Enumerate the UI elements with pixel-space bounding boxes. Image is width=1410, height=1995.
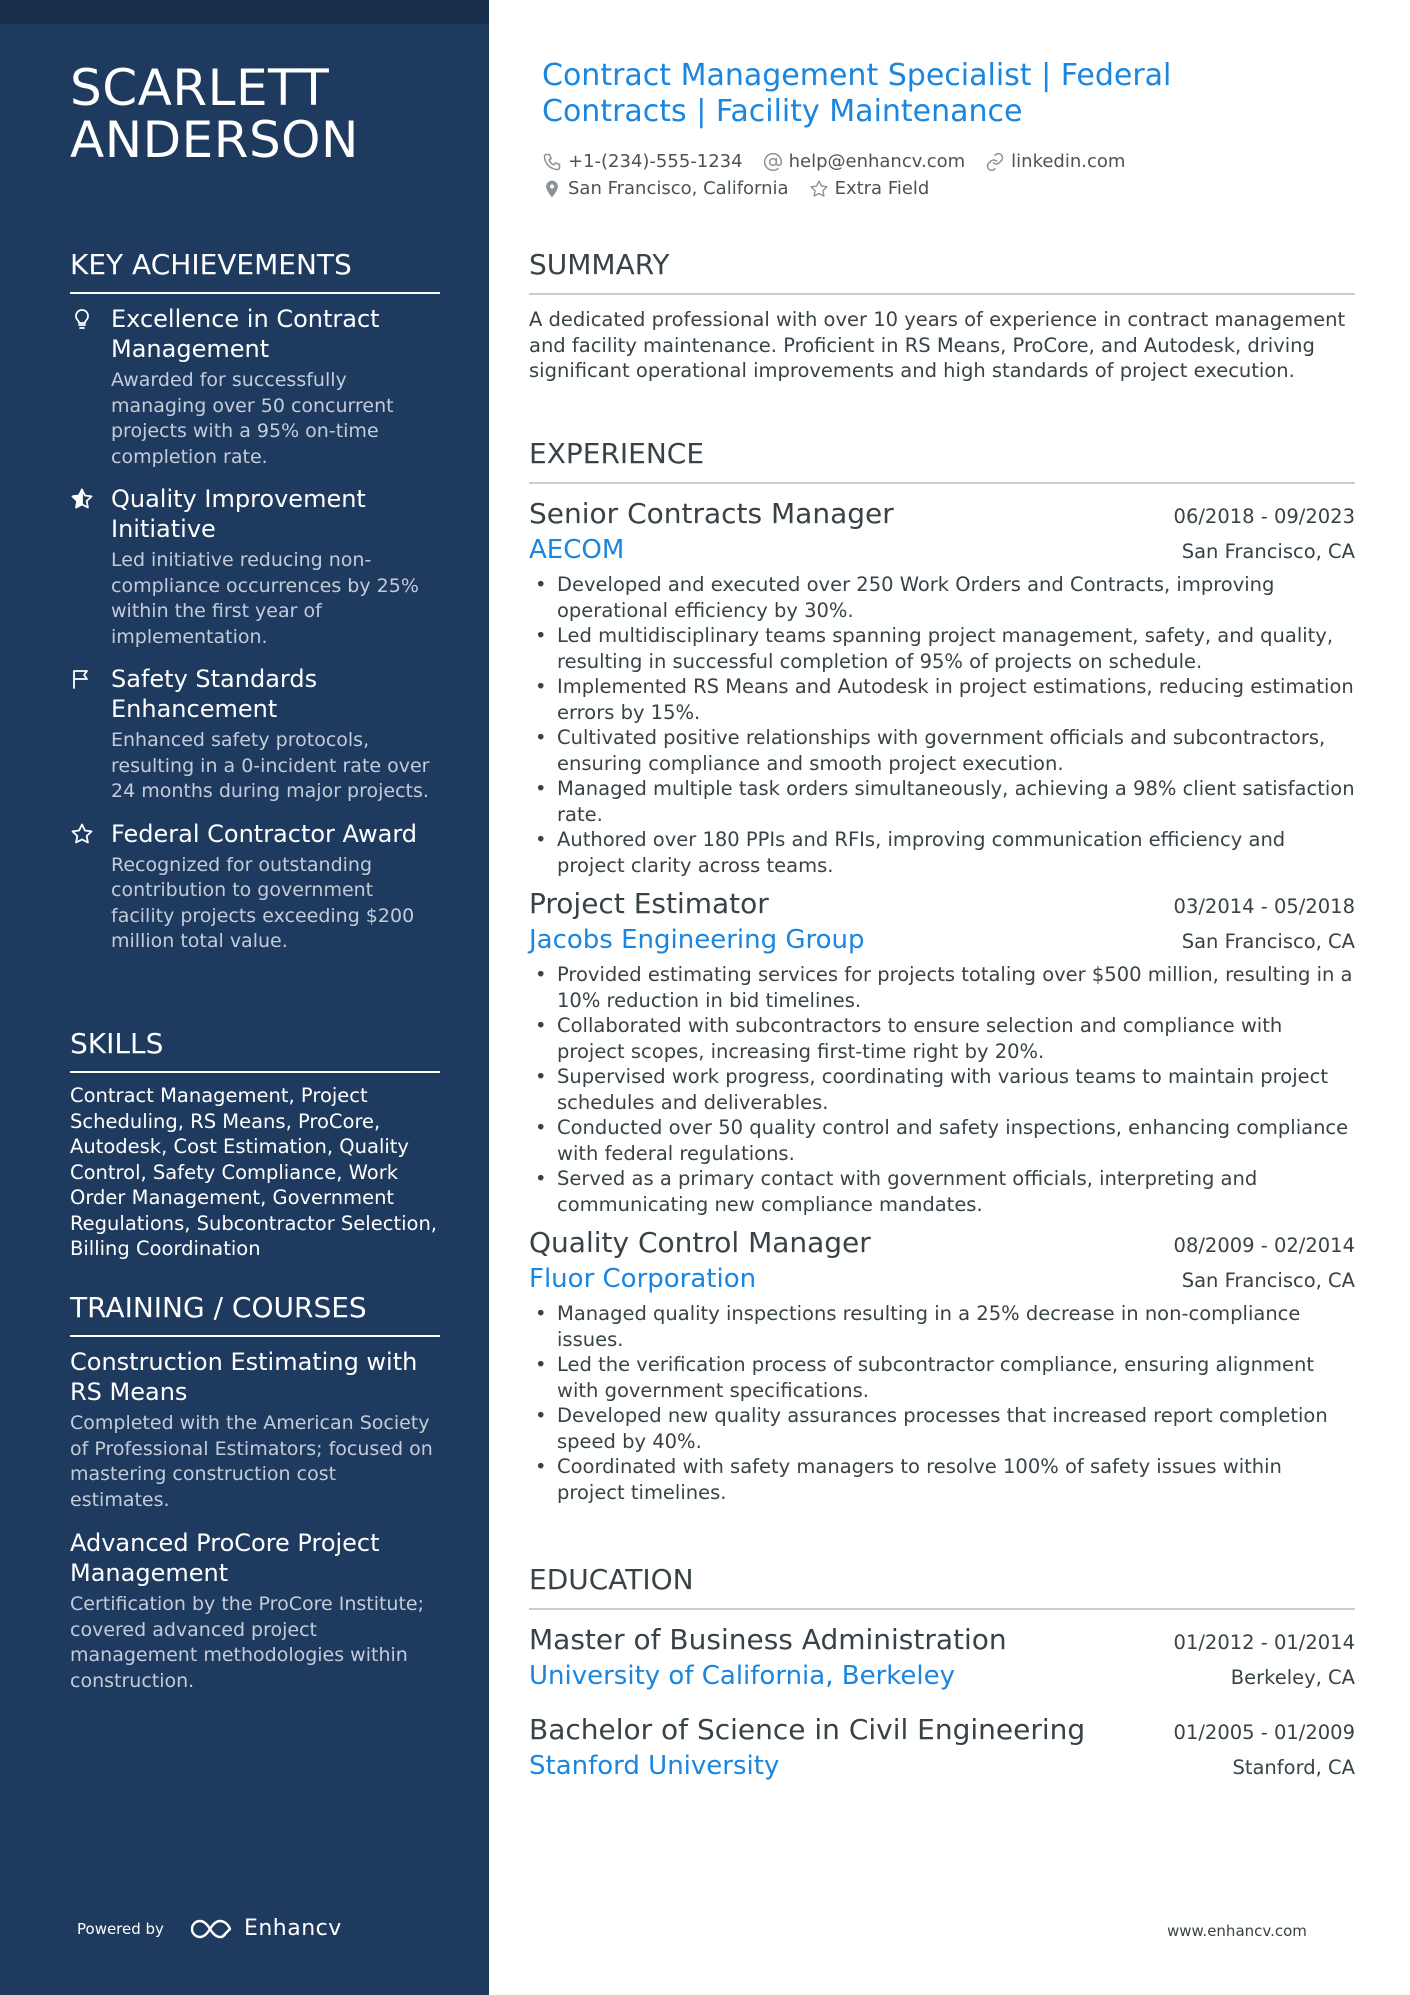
job-bullet: • Led multidisciplinary teams spanning project management, safety, and quality, resulting in successful completion of 95% of projects on schedule. (529, 623, 1355, 674)
extra-field-text: Extra Field (834, 178, 930, 199)
job-company: Jacobs Engineering Group (529, 925, 865, 955)
contact-linkedin[interactable] (985, 151, 1125, 172)
school: University of California, Berkeley (529, 1661, 955, 1691)
star-outline-icon (809, 179, 829, 199)
email-text: help@enhancv.com (788, 151, 966, 172)
experience-section (529, 437, 1355, 1513)
achievement-desc: Recognized for outstanding contribution to government facility projects exceeding $200 million total value. (111, 853, 415, 952)
training-courses-heading: TRAINING / COURSES (70, 1291, 440, 1337)
job-bullet: • Cultivated positive relationships with government officials and subcontractors, ensuring compliance and smooth project execution. (529, 725, 1355, 776)
course-desc: Certification by the ProCore Institute; covered advanced project management methodologies within construction. (70, 1593, 425, 1692)
experience-heading: EXPERIENCE (529, 437, 1355, 484)
job-bullet: • Served as a primary contact with government officials, interpreting and communicating new compliance mandates. (529, 1166, 1355, 1217)
phone-text: +1-(234)-555-1234 (568, 151, 743, 172)
enhancv-logo[interactable] (190, 1916, 342, 1941)
job-bullet: • Provided estimating services for projects totaling over $500 million, resulting in a 10% reduction in bid timelines. (529, 962, 1355, 1013)
achievement-title: Excellence in Contract Management (111, 305, 380, 363)
training-courses-section (70, 1291, 440, 1709)
job-bullet: • Conducted over 50 quality control and safety inspections, enhancing compliance with federal regulations. (529, 1115, 1355, 1166)
course-desc: Completed with the American Society of Professional Estimators; focused on mastering construction cost estimates. (70, 1412, 433, 1511)
powered-by-label: Powered by (77, 1919, 164, 1938)
sidebar (0, 0, 489, 1995)
job-company: Fluor Corporation (529, 1264, 757, 1294)
first-name: SCARLETT (70, 59, 330, 117)
location-text: San Francisco, California (568, 178, 789, 199)
job-title: Quality Control Manager (529, 1226, 871, 1259)
contact-extra (809, 178, 930, 199)
achievement-title: Federal Contractor Award (111, 819, 418, 848)
degree: Master of Business Administration (529, 1623, 1007, 1656)
education-date: 01/2012 - 01/2014 (1173, 1631, 1355, 1654)
job-title: Senior Contracts Manager (529, 497, 894, 530)
skills-section (70, 1027, 440, 1262)
footer-website[interactable]: www.enhancv.com (1167, 1922, 1307, 1940)
degree: Bachelor of Science in Civil Engineering (529, 1713, 1086, 1746)
achievement-item (70, 304, 440, 470)
achievement-title: Quality Improvement Initiative (111, 485, 366, 543)
key-achievements-section (70, 248, 440, 969)
phone-icon (542, 152, 562, 172)
job-bullet: • Authored over 180 PPIs and RFIs, improving communication efficiency and project clarity across teams. (529, 827, 1355, 878)
skills-heading: SKILLS (70, 1027, 440, 1073)
star-half-icon (70, 487, 94, 511)
candidate-name (70, 59, 450, 169)
achievement-item (70, 819, 440, 955)
education-entry (529, 1712, 1355, 1784)
job-company: AECOM (529, 535, 625, 565)
summary-text: A dedicated professional with over 10 years of experience in contract management and facility maintenance. Proficient in RS Means, ProCore, and Autodesk, driving significant operational improvements and high standards of project execution. (529, 308, 1346, 382)
job-bullet: • Coordinated with safety managers to resolve 100% of safety issues within project timelines. (529, 1454, 1355, 1505)
achievement-item (70, 484, 440, 650)
course-title: Advanced ProCore Project Management (70, 1529, 380, 1587)
job-entry (529, 496, 1355, 878)
job-location: San Francisco, CA (1181, 930, 1355, 953)
job-location: San Francisco, CA (1181, 1269, 1355, 1292)
job-bullet: • Collaborated with subcontractors to ensure selection and compliance with project scopes, increasing first-time right by 20%. (529, 1013, 1355, 1064)
headline: Contract Management Specialist | Federal Contracts | Facility Maintenance (542, 58, 1172, 129)
summary-section (529, 248, 1355, 384)
sidebar-top-bar (0, 0, 489, 24)
education-location: Stanford, CA (1232, 1756, 1355, 1779)
job-bullet: • Developed new quality assurances processes that increased report completion speed by 40%. (529, 1403, 1355, 1454)
flag-icon (70, 667, 94, 691)
job-bullets (529, 572, 1355, 878)
powered-by (77, 1916, 342, 1941)
contact-info (542, 148, 1322, 202)
job-bullet: • Managed multiple task orders simultaneously, achieving a 98% client satisfaction rate. (529, 776, 1355, 827)
contact-phone[interactable] (542, 151, 743, 172)
job-bullets (529, 1301, 1355, 1505)
last-name: ANDERSON (70, 111, 359, 169)
job-entry (529, 886, 1355, 1217)
education-location: Berkeley, CA (1230, 1666, 1355, 1689)
course-title: Construction Estimating with RS Means (70, 1348, 418, 1406)
job-date: 03/2014 - 05/2018 (1173, 895, 1355, 918)
education-date: 01/2005 - 01/2009 (1173, 1721, 1355, 1744)
achievement-desc: Led initiative reducing non-compliance occurrences by 25% within the first year of implementation. (111, 549, 419, 648)
job-date: 08/2009 - 02/2014 (1173, 1234, 1355, 1257)
school: Stanford University (529, 1751, 780, 1781)
job-bullet: • Developed and executed over 250 Work Orders and Contracts, improving operational efficiency by 30%. (529, 572, 1355, 623)
star-icon (70, 822, 94, 846)
link-icon (985, 152, 1005, 172)
job-bullet: • Implemented RS Means and Autodesk in project estimations, reducing estimation errors by 15%. (529, 674, 1355, 725)
enhancv-logo-text: Enhancv (243, 1916, 342, 1941)
contact-email[interactable] (763, 151, 966, 172)
achievement-desc: Awarded for successfully managing over 50 concurrent projects with a 95% on-time completion rate. (111, 369, 394, 468)
course-item (70, 1347, 440, 1513)
summary-heading: SUMMARY (529, 248, 1355, 295)
achievement-title: Safety Standards Enhancement (111, 665, 318, 723)
achievement-item (70, 664, 440, 805)
at-icon (763, 152, 783, 172)
job-title: Project Estimator (529, 887, 769, 920)
job-date: 06/2018 - 09/2023 (1173, 505, 1355, 528)
key-achievements-heading: KEY ACHIEVEMENTS (70, 248, 440, 294)
job-bullet: • Managed quality inspections resulting in a 25% decrease in non-compliance issues. (529, 1301, 1355, 1352)
education-entry (529, 1622, 1355, 1694)
lightbulb-icon (70, 307, 94, 331)
enhancv-logo-icon (190, 1917, 236, 1941)
location-pin-icon (542, 179, 562, 199)
course-item (70, 1528, 440, 1694)
job-entry (529, 1225, 1355, 1505)
education-heading: EDUCATION (529, 1563, 1355, 1610)
skills-list: Contract Management, Project Scheduling, RS Means, ProCore, Autodesk, Cost Estimation, Quality Control, Safety Compliance, Work Order Management, Government Regulations, Subcontractor Selection, Billing Coordination (70, 1084, 437, 1260)
education-section (529, 1563, 1355, 1802)
job-bullets (529, 962, 1355, 1217)
contact-location (542, 178, 789, 199)
job-bullet: • Led the verification process of subcontractor compliance, ensuring alignment with government specifications. (529, 1352, 1355, 1403)
achievement-desc: Enhanced safety protocols, resulting in a 0-incident rate over 24 months during major projects. (111, 729, 430, 802)
job-location: San Francisco, CA (1181, 540, 1355, 563)
linkedin-text: linkedin.com (1011, 151, 1126, 172)
job-bullet: • Supervised work progress, coordinating with various teams to maintain project schedules and deliverables. (529, 1064, 1355, 1115)
